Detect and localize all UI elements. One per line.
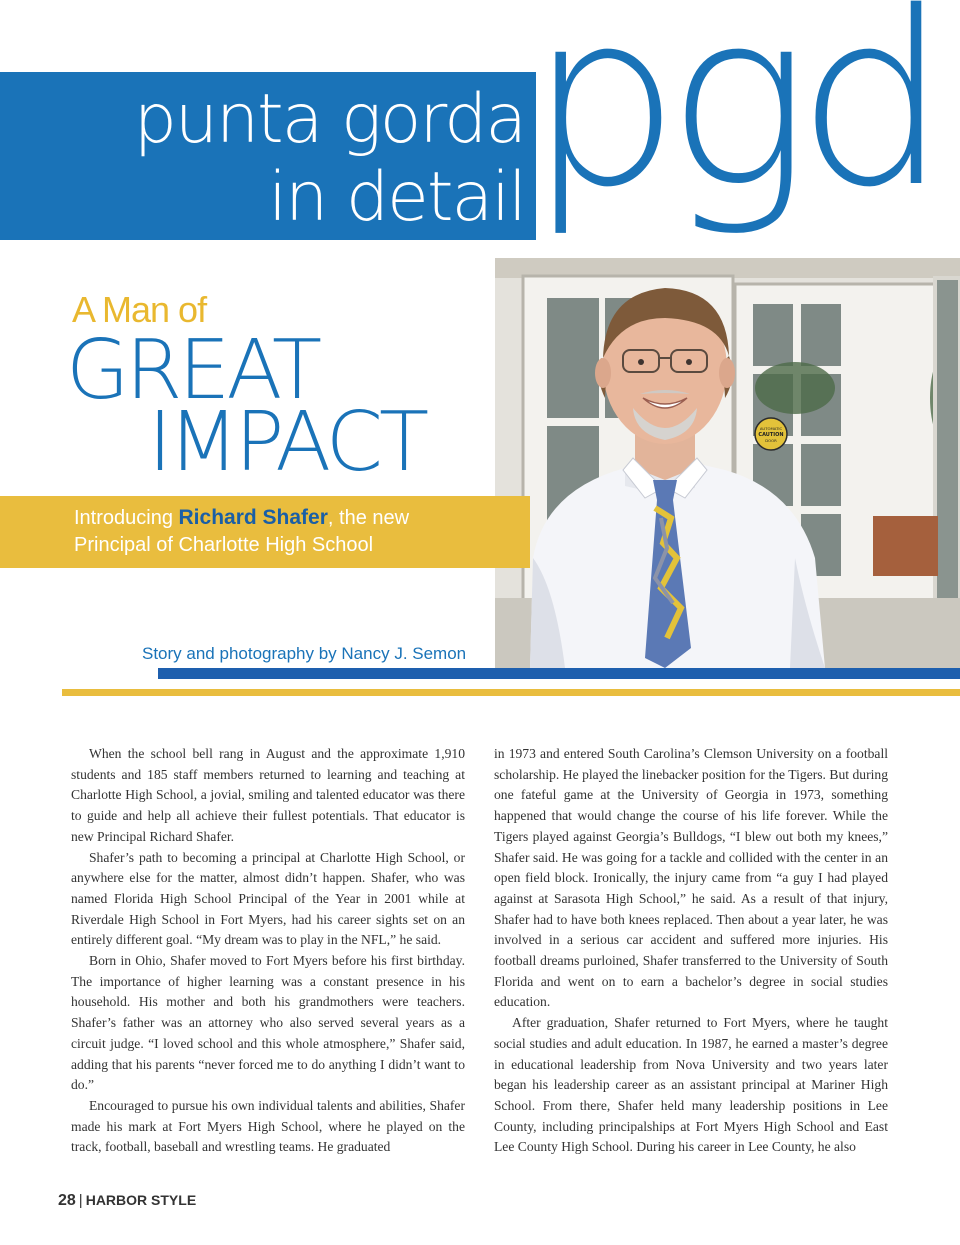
page-number: 28 xyxy=(58,1192,76,1209)
intro-suffix: , the new xyxy=(327,507,410,529)
masthead-title-line1: punta gorda xyxy=(133,80,525,159)
headline-line1: GREAT xyxy=(66,323,319,418)
body-paragraph: When the school bell rang in August and the approximate 1,910 students and 185 staff members returned to learning and teaching at Charlotte High School, a jovial, smiling and talented educator was there to guide and help all achieve their fullest potentials. That educator is new Principal Richard Shafer. xyxy=(71,746,465,844)
byline: Story and photography by Nancy J. Semon xyxy=(142,644,467,663)
svg-text:DOOR: DOOR xyxy=(765,438,777,443)
body-paragraph: After graduation, Shafer returned to Fort Myers, where he taught social studies and adult education. In 1987, he earned a master’s degree in educational leadership from Nova University and two years later began his leadership career as an assistant principal at Mariner High School. From there, Shafer held many leadership positions in Lee County, including principalships at Fort Myers High School and East Lee County High School. During his career in Lee County, he also xyxy=(494,1015,888,1155)
folio-separator: | xyxy=(78,1192,83,1209)
rule-gold xyxy=(62,689,960,696)
body-paragraph: Shafer’s path to becoming a principal at Charlotte High School, or anywhere else for the matter, almost didn’t happen. Shafer, who was named Florida High School Principal of the Year in 2001 while at Riverdale High School in Fort Myers, had his career sights set on an entirely different goal. “My dream was to play in the NFL,” he said. xyxy=(71,849,465,948)
rule-blue xyxy=(158,668,960,679)
intro-prefix: Introducing xyxy=(74,507,179,529)
folio xyxy=(58,1192,196,1210)
article-kicker: A Man of xyxy=(72,289,207,330)
body-column-right xyxy=(494,744,888,1158)
pgd-logo: pgd xyxy=(528,0,935,240)
intro-line1 xyxy=(74,505,409,531)
svg-text:CAUTION: CAUTION xyxy=(758,432,784,438)
body-paragraph: Encouraged to pursue his own individual talents and abilities, Shafer made his mark at Fort Myers High School, where he played on the track, football, baseball and wrestling teams. He graduated xyxy=(71,1097,465,1155)
principal-photo xyxy=(495,258,960,668)
body-column-left xyxy=(71,744,465,1158)
body-paragraph: Born in Ohio, Shafer moved to Fort Myers before his first birthday. The importance of higher learning was a constant presence in his household. His mother and both his grandmothers were teachers. Shafer’s father was an attorney who also served several years as a circuit judge. “I loved school and this whole atmosphere,” Shafer said, adding that his parents “never forced me to do anything I didn’t want to do.” xyxy=(71,953,465,1093)
svg-text:AUTOMATIC: AUTOMATIC xyxy=(759,426,783,431)
intro-line2: Principal of Charlotte High School xyxy=(74,534,374,556)
masthead-title-line2: in detail xyxy=(268,158,525,237)
subject-name: Richard Shafer xyxy=(178,506,328,529)
headline-line2: IMPACT xyxy=(148,395,426,490)
publication-name: HARBOR STYLE xyxy=(85,1192,197,1208)
body-paragraph: in 1973 and entered South Carolina’s Clemson University on a football scholarship. He played the linebacker position for the Tigers. But during one fateful game at the University of Georgia in 1973, something happened that would change the course of his life forever. While the Tigers played against Georgia’s Bulldogs, “I blew out both my knees,” Shafer said. He was going for a tackle and collided with the center in an open field block. Ironically, the injury came from “a guy I had played against at Sarasota High School,” he said. As a result of that injury, Shafer had to have both knees replaced. Then about a year later, he was involved in a serious car accident and suffered more injuries. His football dreams purloined, Shafer transferred to the University of South Florida and went on to earn a bachelor’s degree in social studies education. xyxy=(494,746,888,1010)
